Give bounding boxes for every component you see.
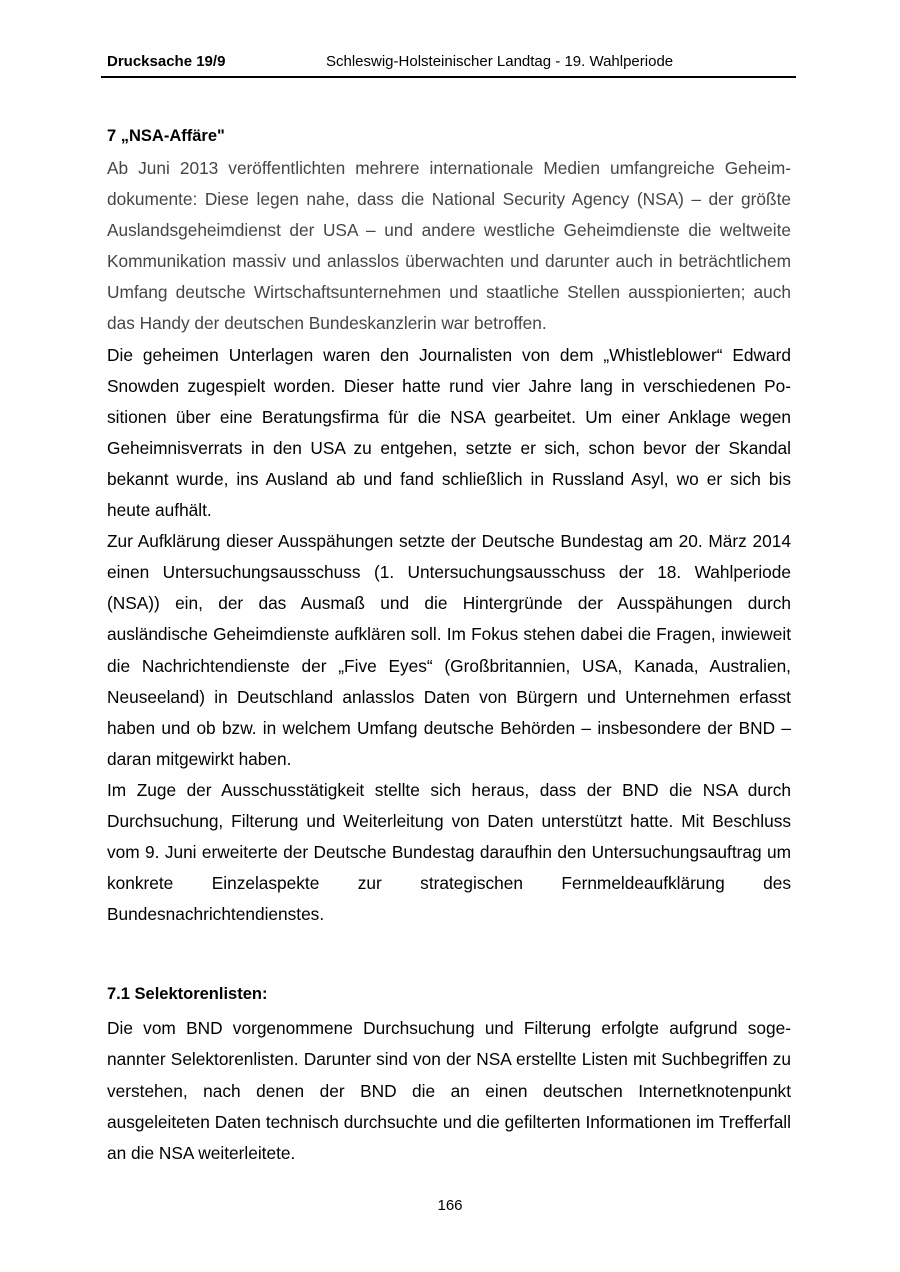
section-7-paragraph-3: Zur Aufklärung dieser Ausspähungen setzte der Deutsche Bundestag am 20. März 2014 einen Untersuchungsausschuss (1. Untersuchungsausschuss der 18. Wahlperiode (NSA)) ein, der das Ausmaß und die Hintergründe der Ausspähungen durch ausländische Geheimdienste aufklären soll. Im Fokus stehen dabei die Fragen, inwieweit die Nachrichtendienste der „Five Eyes“ (Großbritannien, USA, Kanada, Australien, Neuseeland) in Deutschland anlasslos Daten von Bürgern und Unternehmen erfasst haben und ob bzw. in welchem Umfang deutsche Behörden – insbesondere der BND – daran mitgewirkt haben. (107, 531, 791, 769)
section-7-paragraph-4: Im Zuge der Ausschusstätigkeit stellte sich heraus, dass der BND die NSA durch Durchsuchung, Filterung und Weiterleitung von Daten unterstützt hatte. Mit Beschluss vom 9. Juni erweiterte der Deutsche Bundestag daraufhin den Untersuchungsauftrag um konkrete Einzelaspekte zur strategischen Fernmeldeaufklärung des Bundesnachrichtendienstes. (107, 779, 791, 925)
section-7-paragraph-2: Die geheimen Unterlagen waren den Journalisten von dem „Whistleblower“ Edward Snowden zugespielt worden. Dieser hatte rund vier Jahre lang in verschiedenen Positionen über eine Beratungsfirma für die NSA gearbeitet. Um einer Anklage wegen Geheimnisverrats in den USA zu entgehen, setzte er sich, schon bevor der Skandal bekannt wurde, ins Ausland ab und fand schließlich in Russland Asyl, wo er sich bis heute aufhält. (107, 344, 791, 521)
section-7-1-heading: 7.1 Selektorenlisten: (107, 985, 268, 1004)
page-body (107, 124, 791, 1169)
parliament-title: Schleswig-Holsteinischer Landtag - 19. Wahlperiode (326, 53, 674, 70)
document-number: Drucksache 19/9 (107, 53, 226, 70)
section-7-heading: 7 „NSA-Affäre" (107, 127, 225, 145)
section-7-paragraph-1: Ab Juni 2013 veröffentlichten mehrere internationale Medien umfangreiche Geheimdokumente: Diese legen nahe, dass die National Security Agency (NSA) – der größte Auslandsgeheimdienst der USA – und andere westliche Geheimdienste die weltweite Kommunikation massiv und anlasslos überwachten und darunter auch in beträchtlichem Umfang deutsche Wirtschaftsunternehmen und staatliche Stellen ausspionierten; auch das Handy der deutschen Bundeskanzlerin war betroffen. (107, 158, 791, 334)
page-number: 166 (437, 1197, 463, 1214)
page-header (101, 50, 796, 78)
section-7-1-paragraph-1: Die vom BND vorgenommene Durchsuchung und Filterung erfolgte aufgrund sogenannter Selektorenlisten. Darunter sind von der NSA erstellte Listen mit Suchbegriffen zu verstehen, nach denen der BND die an einen deutschen Internetknotenpunkt ausgeleiteten Daten technisch durchsuchte und die gefilterten Informationen im Trefferfall an die NSA weiterleitete. (107, 1018, 791, 1163)
